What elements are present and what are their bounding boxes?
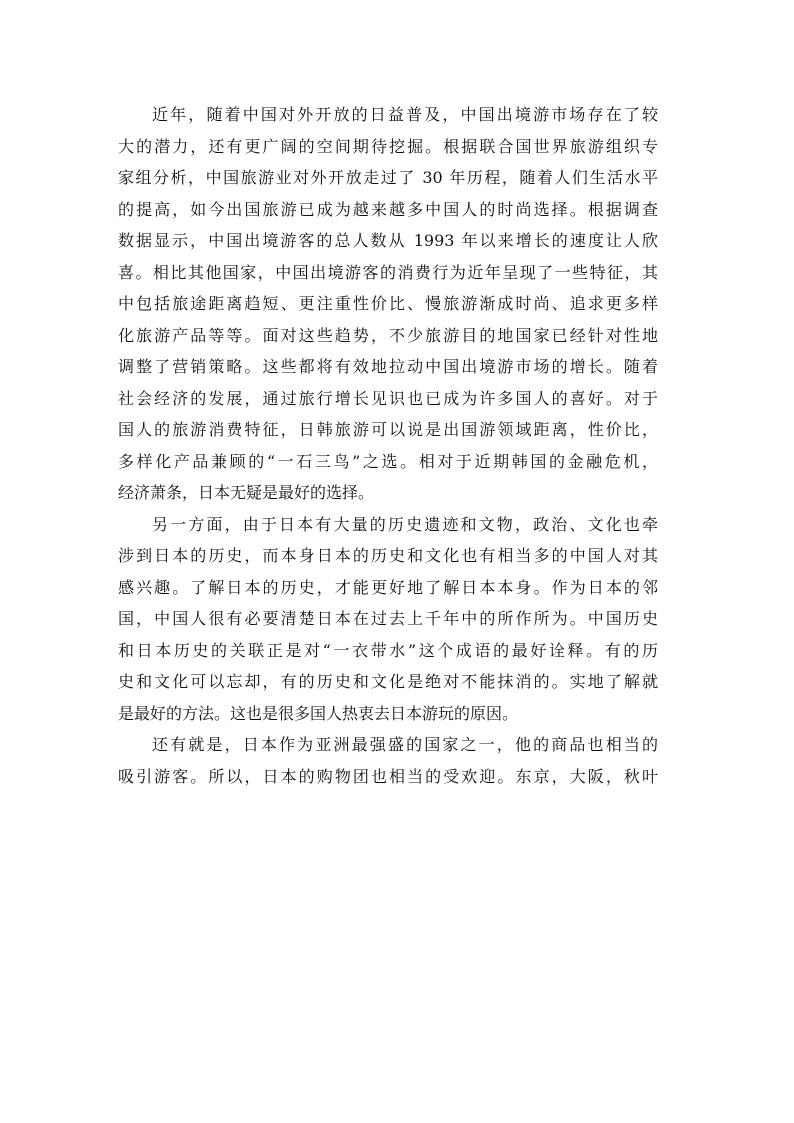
paragraph-line: 化旅游产品等等。面对这些趋势，不少旅游目的地国家已经针对性地 <box>118 325 658 345</box>
paragraph-line: 是最好的方法。这也是很多国人热衷去日本游玩的原因。 <box>118 703 519 723</box>
paragraph-line: 家组分析，中国旅游业对外开放走过了 30 年历程，随着人们生活水平 <box>118 168 658 187</box>
paragraph-line: 感兴趣。了解日本的历史，才能更好地了解日本本身。作为日本的邻 <box>118 577 658 597</box>
paragraph-line: 涉到日本的历史，而本身日本的历史和文化也有相当多的中国人对其 <box>118 546 658 565</box>
paragraph-line: 中包括旅途距离趋短、更注重性价比、慢旅游渐成时尚、追求更多样 <box>118 294 658 313</box>
document-body <box>118 99 658 792</box>
paragraph-line: 还有就是，日本作为亚洲最强盛的国家之一，他的商品也相当的 <box>152 735 658 754</box>
paragraph-line: 多样化产品兼顾的“一石三鸟”之选。相对于近期韩国的金融危机， <box>118 451 658 471</box>
paragraph-line: 国，中国人很有必要清楚日本在过去上千年中的所作所为。中国历史 <box>118 609 658 628</box>
paragraph-1 <box>118 99 658 509</box>
paragraph-line: 调整了营销策略。这些都将有效地拉动中国出境游市场的增长。随着 <box>118 357 658 376</box>
paragraph-line: 国人的旅游消费特征，日韩旅游可以说是出国游领域距离，性价比， <box>118 420 658 439</box>
paragraph-line: 和日本历史的关联正是对“一衣带水”这个成语的最好诠释。有的历 <box>118 640 658 660</box>
paragraph-line: 数据显示，中国出境游客的总人数从 1993 年以来增长的速度让人欣 <box>118 231 658 250</box>
paragraph-line: 史和文化可以忘却，有的历史和文化是绝对不能抹消的。实地了解就 <box>118 672 658 691</box>
paragraph-line: 大的潜力，还有更广阔的空间期待挖掘。根据联合国世界旅游组织专 <box>118 136 658 156</box>
paragraph-line: 近年，随着中国对外开放的日益普及，中国出境游市场存在了较 <box>152 105 658 124</box>
paragraph-2 <box>118 509 658 730</box>
paragraph-line: 的提高，如今出国旅游已成为越来越多中国人的时尚选择。根据调查 <box>118 199 658 219</box>
paragraph-line: 经济萧条，日本无疑是最好的选择。 <box>118 483 375 502</box>
paragraph-line: 社会经济的发展，通过旅行增长见识也已成为许多国人的喜好。对于 <box>118 388 658 408</box>
paragraph-line: 吸引游客。所以，日本的购物团也相当的受欢迎。东京，大阪，秋叶 <box>118 766 658 786</box>
paragraph-line: 喜。相比其他国家，中国出境游客的消费行为近年呈现了一些特征，其 <box>118 262 658 282</box>
paragraph-line: 另一方面，由于日本有大量的历史遗迹和文物，政治、文化也牵 <box>152 514 658 534</box>
paragraph-3 <box>118 729 658 792</box>
